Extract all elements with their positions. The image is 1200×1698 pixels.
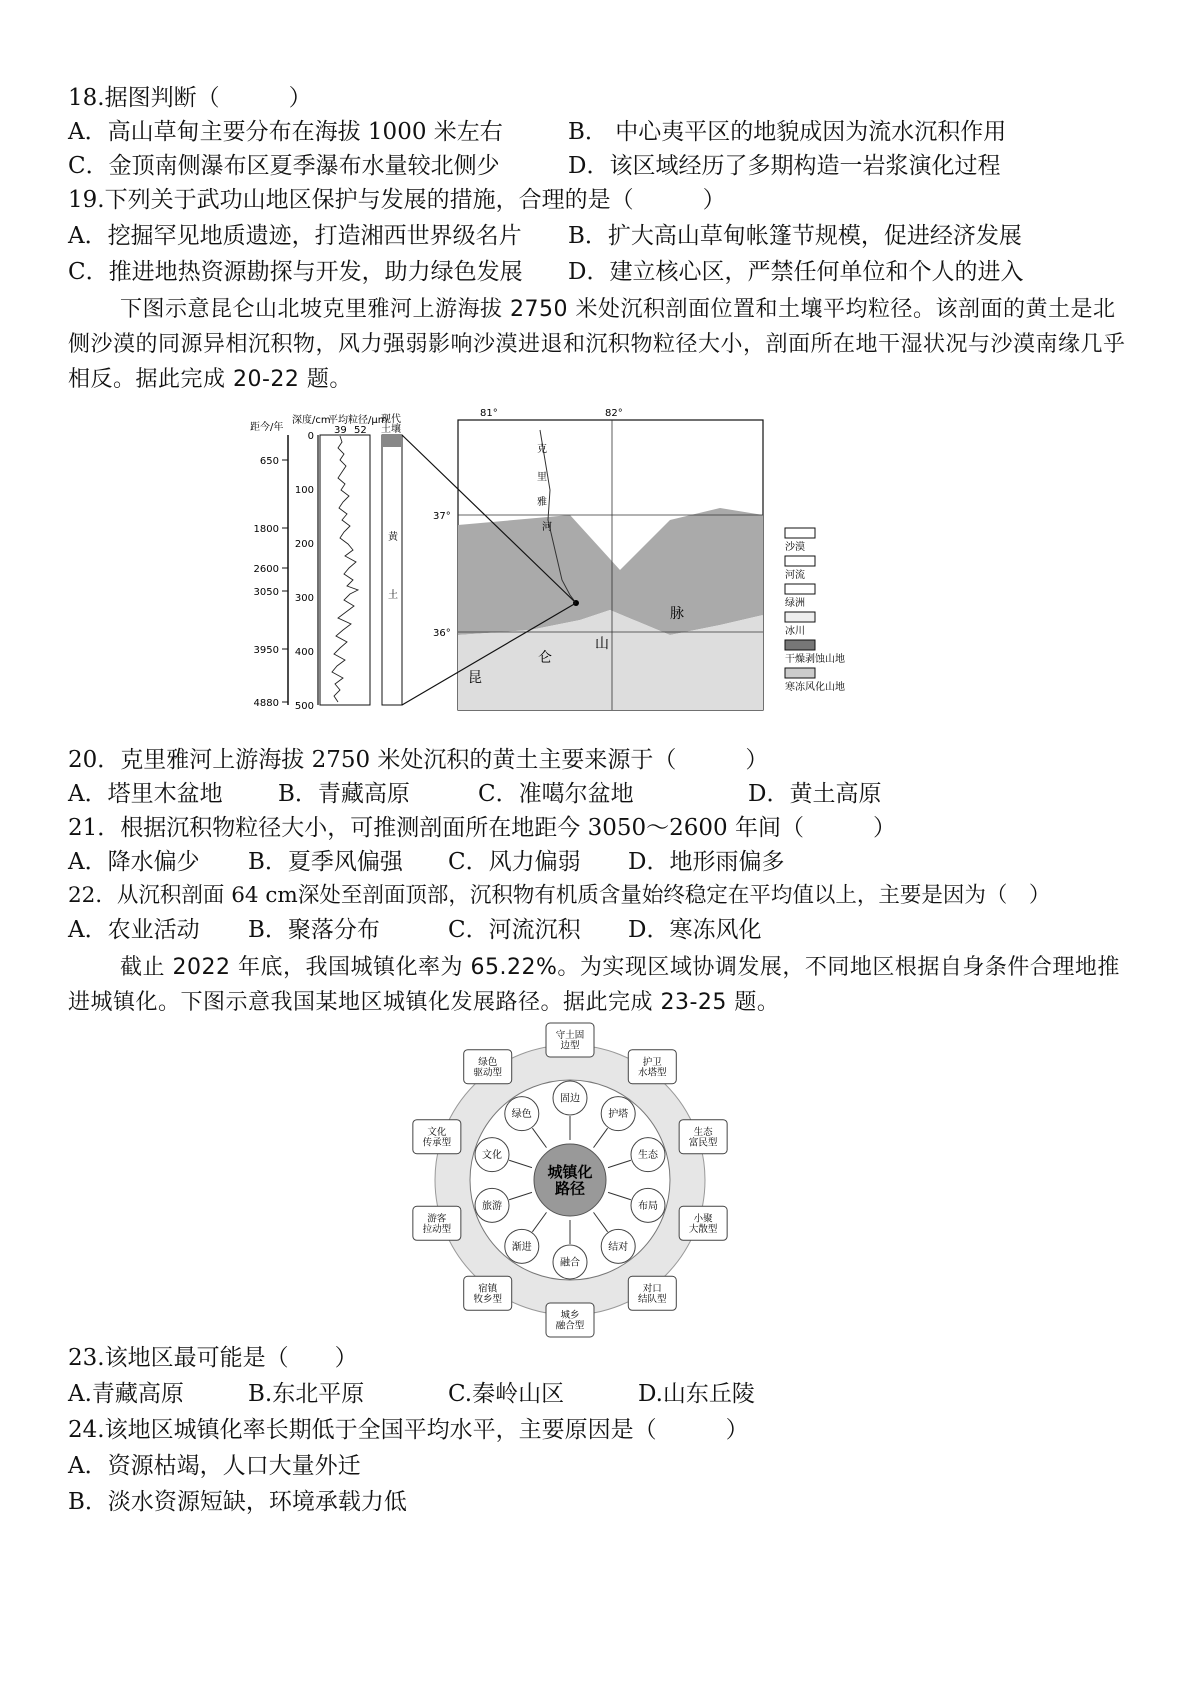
legend-label: 沙漠 (785, 542, 805, 553)
q22-options (68, 914, 761, 946)
mountain-name-char: 仑 (538, 650, 552, 666)
depth-tick-label: 400 (294, 647, 314, 658)
depth-tick-label: 500 (294, 701, 314, 712)
river-name-char: 克 (537, 444, 547, 455)
loess-column (382, 435, 402, 705)
mountain-name-char: 山 (595, 636, 609, 652)
depth-tick-label: 200 (294, 539, 314, 550)
longitude-label: 81° (480, 408, 498, 419)
river-name-char: 里 (537, 472, 547, 483)
q20-option-a: A．塔里木盆地 (68, 781, 223, 807)
outer-node-label: 守土固边型 (555, 1030, 585, 1052)
q18-options-row2 (68, 150, 1000, 182)
q19-options-row1 (68, 220, 1022, 252)
q24-stem: 24.该地区城镇化率长期低于全国平均水平，主要原因是（ ） (68, 1417, 749, 1443)
q22-option-a: A．农业活动 (68, 917, 200, 943)
outer-node-label: 护卫水塔型 (638, 1056, 667, 1079)
age-tick-label: 3950 (253, 645, 279, 656)
q18-options-row1 (68, 116, 1006, 148)
outer-node-label: 城乡融合型 (555, 1310, 585, 1332)
q22-option-d: D．寒冻风化 (628, 917, 762, 943)
q18-option-c: C．金顶南侧瀑布区夏季瀑布水量较北侧少 (68, 153, 500, 179)
q20-option-d: D．黄土高原 (748, 781, 882, 807)
mountain-name-char: 脉 (670, 606, 684, 622)
q23-stem: 23.该地区最可能是（ ） (68, 1345, 358, 1371)
figure-sediment-profile-map (250, 408, 845, 720)
inner-node-label: 绿色 (511, 1109, 532, 1121)
q18-option-d: D．该区域经历了多期构造一岩浆演化过程 (568, 153, 1001, 179)
q22-option-b: B．聚落分布 (248, 917, 380, 943)
figure-urbanization-path (380, 1030, 760, 1330)
outer-node-label: 绿色驱动型 (473, 1056, 502, 1079)
inner-node-label: 渐进 (511, 1241, 532, 1253)
q24-option-b: B．淡水资源短缺，环境承载力低 (68, 1489, 407, 1515)
grain-size-curve (332, 436, 358, 702)
inner-node-label: 文化 (482, 1150, 503, 1162)
q23-option-d: D.山东丘陵 (638, 1381, 755, 1407)
q23-option-c: C.秦岭山区 (448, 1381, 565, 1407)
q18-option-a: A．高山草甸主要分布在海拔 1000 米左右 (68, 119, 503, 145)
age-ticks (254, 456, 288, 709)
intro-paragraph-23-25: 截止 2022 年底，我国城镇化率为 65.22%。为实现区域协调发展，不同地区根据自身条件合理地推进城镇化。下图示意我国某地区城镇化发展路径。据此完成 23-25 题。 (68, 955, 1120, 1015)
age-tick-label: 2600 (253, 564, 279, 575)
column-label: 黄 (388, 532, 398, 543)
q23-option-a: A.青藏高原 (68, 1381, 184, 1407)
q22-stem: 22．从沉积剖面 64 cm深处至剖面顶部，沉积物有机质含量始终稳定在平均值以上，主要是因为（ ） (68, 883, 1051, 908)
river-name-char: 雅 (537, 497, 547, 508)
depth-tick-label: 100 (294, 485, 314, 496)
legend-label: 干燥剥蚀山地 (785, 654, 845, 665)
q19-option-b: B．扩大高山草甸帐篷节规模，促进经济发展 (568, 223, 1022, 249)
inner-node-label: 生态 (637, 1150, 658, 1162)
age-axis-title: 距今/年 (250, 422, 284, 433)
outer-node-label: 生态富民型 (688, 1126, 718, 1149)
q20-options (68, 778, 881, 810)
q21-stem: 21．根据沉积物粒径大小，可推测剖面所在地距今 3050～2600 年间（ ） (68, 815, 896, 841)
latitude-label: 37° (433, 511, 451, 522)
age-tick-label: 3050 (253, 587, 279, 598)
intro-paragraph-20-22: 下图示意昆仑山北坡克里雅河上游海拔 2750 米处沉积剖面位置和土壤平均粒径。该剖面的黄土是北侧沙漠的同源异相沉积物，风力强弱影响沙漠进退和沉积物粒径大小，剖面所在地干湿状况与沙漠南缘几乎相反。据此完成 20-22 题。 (68, 297, 1126, 392)
outer-node-label: 游客拉动型 (422, 1213, 452, 1235)
longitude-label: 82° (605, 408, 623, 419)
modern-soil-layer (382, 435, 402, 447)
q21-option-b: B．夏季风偏强 (248, 849, 403, 875)
q21-option-c: C．风力偏弱 (448, 849, 581, 875)
modern-soil-title-2: 土壤 (381, 424, 401, 435)
legend-label: 寒冻风化山地 (785, 682, 845, 693)
q21-option-a: A．降水偏少 (68, 849, 200, 875)
q20-option-b: B．青藏高原 (278, 781, 410, 807)
q18-option-b: B． 中心夷平区的地貌成因为流水沉积作用 (568, 119, 1007, 145)
inner-node-label: 布局 (637, 1200, 658, 1212)
inner-node-label: 护塔 (608, 1109, 629, 1121)
inner-node-label: 结对 (608, 1241, 629, 1253)
q18-stem: 18.据图判断（ ） (68, 85, 312, 111)
q19-option-a: A．挖掘罕见地质遗迹，打造湘西世界级名片 (68, 223, 522, 249)
column-label: 土 (388, 590, 398, 601)
map-legend (785, 528, 845, 693)
outer-node-label: 对口结队型 (638, 1283, 667, 1305)
q23-option-b: B.东北平原 (248, 1381, 365, 1407)
age-tick-label: 650 (259, 456, 279, 467)
outer-node-label: 文化传承型 (422, 1126, 452, 1149)
q21-option-d: D．地形雨偏多 (628, 849, 785, 875)
center-node-label: 城镇化路径 (547, 1163, 593, 1198)
q19-stem: 19.下列关于武功山地区保护与发展的措施，合理的是（ ） (68, 187, 726, 213)
mountain-name-char: 昆 (468, 670, 482, 686)
inner-node-label: 融合 (560, 1257, 580, 1269)
q19-option-c: C．推进地热资源勘探与开发，助力绿色发展 (68, 259, 523, 285)
q19-options-row2 (68, 256, 1023, 288)
legend-label: 河流 (785, 570, 805, 581)
river-name-char: 河 (542, 522, 552, 533)
inner-node-label: 旅游 (482, 1200, 503, 1212)
q19-option-d: D．建立核心区，严禁任何单位和个人的进入 (568, 259, 1024, 285)
grain-tick-label: 52 (354, 425, 367, 436)
modern-soil-title: 现代 (381, 414, 401, 425)
legend-label: 冰川 (785, 626, 805, 637)
q20-option-c: C．准噶尔盆地 (478, 781, 634, 807)
outer-node-label: 小聚大散型 (688, 1213, 718, 1235)
latitude-label: 36° (433, 628, 451, 639)
q22-option-c: C．河流沉积 (448, 917, 581, 943)
q23-options (68, 1378, 755, 1410)
q24-option-a: A．资源枯竭，人口大量外迁 (68, 1453, 361, 1479)
grain-tick-label: 39 (334, 425, 347, 436)
q21-options (68, 846, 784, 878)
depth-axis-title: 深度/cm (292, 415, 331, 426)
depth-tick-label: 0 (307, 431, 314, 442)
depth-ticks (295, 431, 314, 712)
outer-node-label: 宿镇牧乡型 (473, 1283, 502, 1305)
age-tick-label: 4880 (253, 698, 279, 709)
depth-tick-label: 300 (294, 593, 314, 604)
age-tick-label: 1800 (253, 524, 279, 535)
grain-axis-title: 平均粒径/μm (328, 415, 388, 426)
q20-stem: 20．克里雅河上游海拔 2750 米处沉积的黄土主要来源于（ ） (68, 747, 769, 773)
grain-size-plot-frame (320, 435, 370, 705)
inner-node-label: 固边 (560, 1093, 580, 1105)
legend-label: 绿洲 (785, 598, 805, 609)
